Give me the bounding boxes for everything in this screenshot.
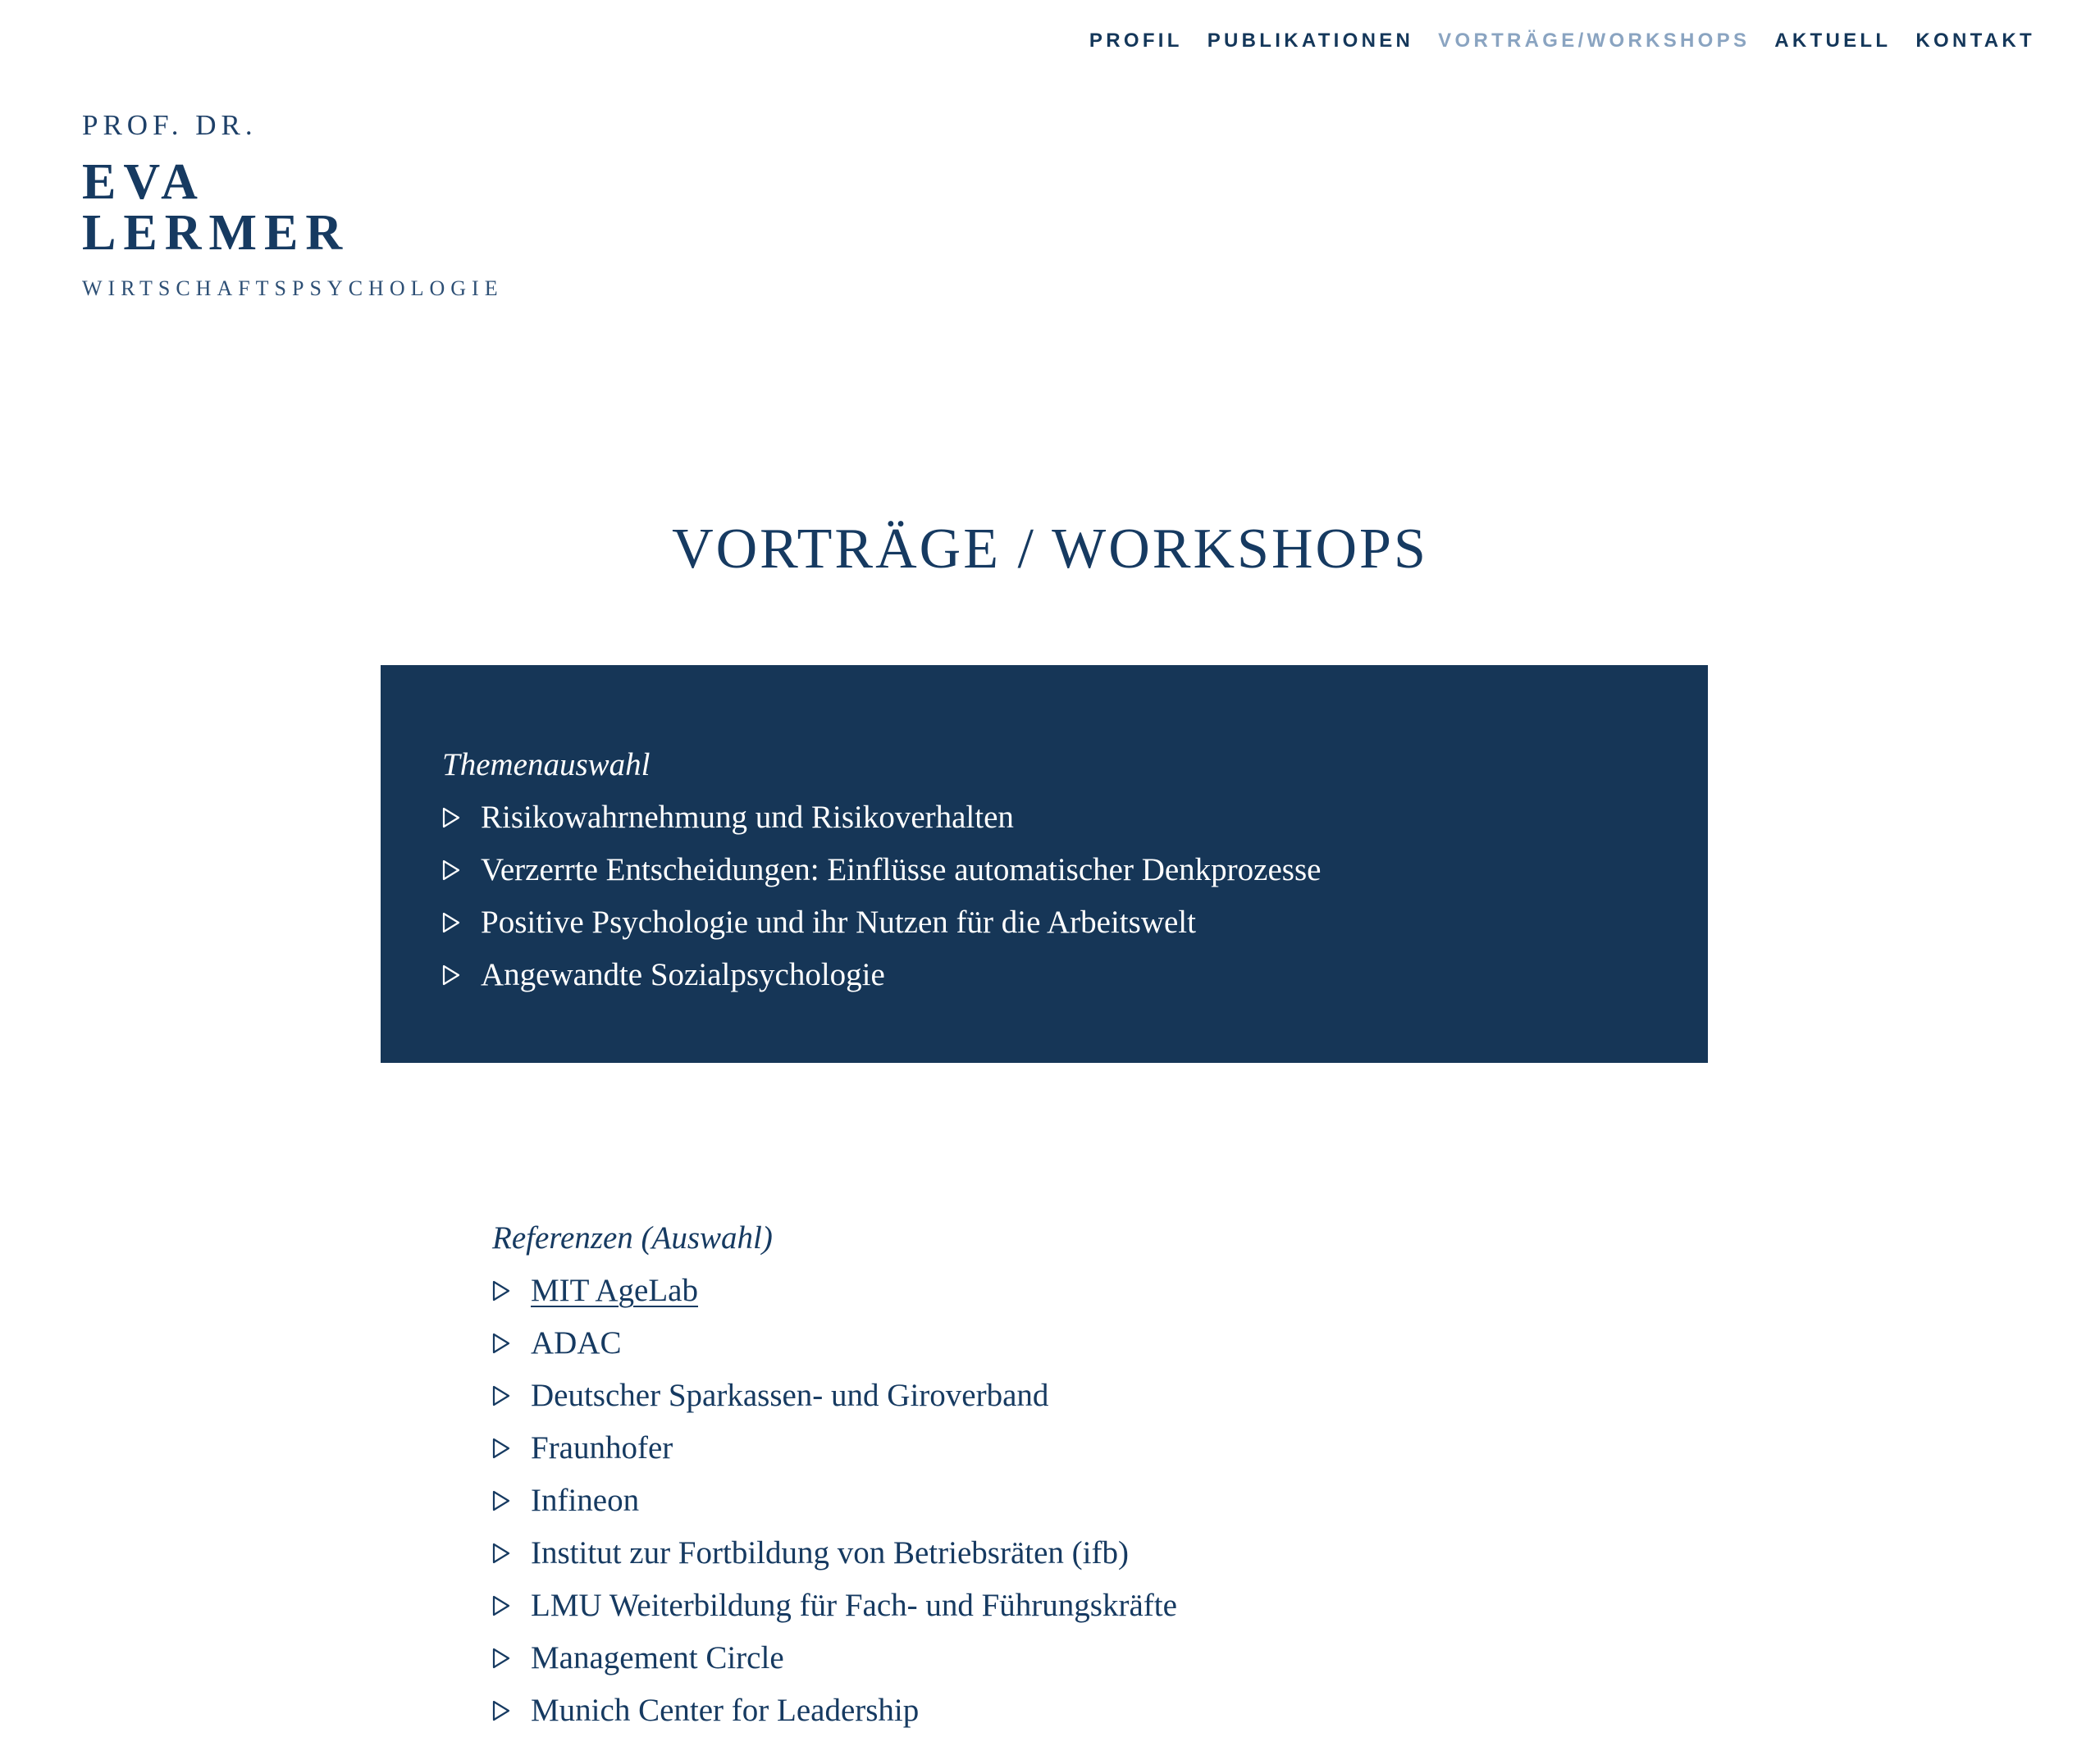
triangle-right-outline-icon: [492, 1648, 531, 1669]
references-section: [492, 1212, 1177, 1737]
triangle-right-outline-icon: [492, 1700, 531, 1721]
reference-label: Munich Center for Leadership: [531, 1693, 920, 1728]
nav-link-vortraege-workshops[interactable]: VORTRÄGE/WORKSHOPS: [1438, 30, 1751, 52]
list-item: [492, 1265, 1177, 1317]
triangle-right-outline-icon: [492, 1490, 531, 1511]
reference-label: Infineon: [531, 1483, 640, 1518]
reference-label: Institut zur Fortbildung von Betriebsräten (ifb): [531, 1535, 1129, 1571]
topics-heading: Themenauswahl: [442, 747, 651, 782]
site-logo[interactable]: [82, 109, 504, 301]
logo-last-name: LERMER: [82, 205, 350, 261]
list-item: [442, 896, 1708, 949]
logo-first-name: EVA: [82, 154, 205, 210]
list-item: [492, 1632, 1177, 1685]
list-item: [492, 1527, 1177, 1580]
triangle-right-outline-icon: [492, 1333, 531, 1354]
list-item: [492, 1580, 1177, 1632]
reference-label: Deutscher Sparkassen- und Giroverband: [531, 1378, 1049, 1413]
topic-label: Risikowahrnehmung und Risikoverhalten: [481, 800, 1014, 835]
triangle-right-outline-icon: [442, 964, 481, 986]
topics-list: [442, 791, 1708, 1001]
logo-title-prefix: PROF. DR.: [82, 109, 258, 141]
topic-label: Verzerrte Entscheidungen: Einflüsse automatischer Denkprozesse: [481, 852, 1322, 887]
topic-label: Positive Psychologie und ihr Nutzen für die Arbeitswelt: [481, 905, 1196, 940]
list-item: [442, 949, 1708, 1001]
nav-link-publikationen[interactable]: PUBLIKATIONEN: [1207, 30, 1414, 52]
topic-label: Angewandte Sozialpsychologie: [481, 957, 885, 992]
list-item: [492, 1475, 1177, 1527]
reference-label: ADAC: [531, 1325, 622, 1361]
list-item: [442, 791, 1708, 844]
list-item: [492, 1422, 1177, 1475]
triangle-right-outline-icon: [492, 1385, 531, 1406]
triangle-right-outline-icon: [442, 912, 481, 933]
nav-link-kontakt[interactable]: KONTAKT: [1915, 30, 2035, 52]
nav-link-profil[interactable]: PROFIL: [1089, 30, 1183, 52]
reference-label: Management Circle: [531, 1640, 784, 1675]
list-item: [492, 1685, 1177, 1737]
reference-label: Fraunhofer: [531, 1430, 673, 1466]
reference-link-mit-agelab[interactable]: MIT AgeLab: [531, 1273, 698, 1308]
nav-link-aktuell[interactable]: AKTUELL: [1774, 30, 1892, 52]
triangle-right-outline-icon: [442, 859, 481, 881]
triangle-right-outline-icon: [442, 807, 481, 828]
page-title: VORTRÄGE / WORKSHOPS: [672, 517, 1428, 581]
triangle-right-outline-icon: [492, 1438, 531, 1459]
triangle-right-outline-icon: [492, 1543, 531, 1564]
references-list: [492, 1265, 1177, 1737]
list-item: [442, 844, 1708, 896]
logo-subtitle: WIRTSCHAFTSPSYCHOLOGIE: [82, 276, 504, 300]
references-heading: Referenzen (Auswahl): [492, 1220, 773, 1256]
topics-box: [381, 665, 1708, 1063]
triangle-right-outline-icon: [492, 1595, 531, 1616]
reference-label: LMU Weiterbildung für Fach- und Führungskräfte: [531, 1588, 1177, 1623]
main-nav: [1065, 30, 2035, 52]
list-item: [492, 1370, 1177, 1422]
triangle-right-outline-icon: [492, 1280, 531, 1302]
list-item: [492, 1317, 1177, 1370]
